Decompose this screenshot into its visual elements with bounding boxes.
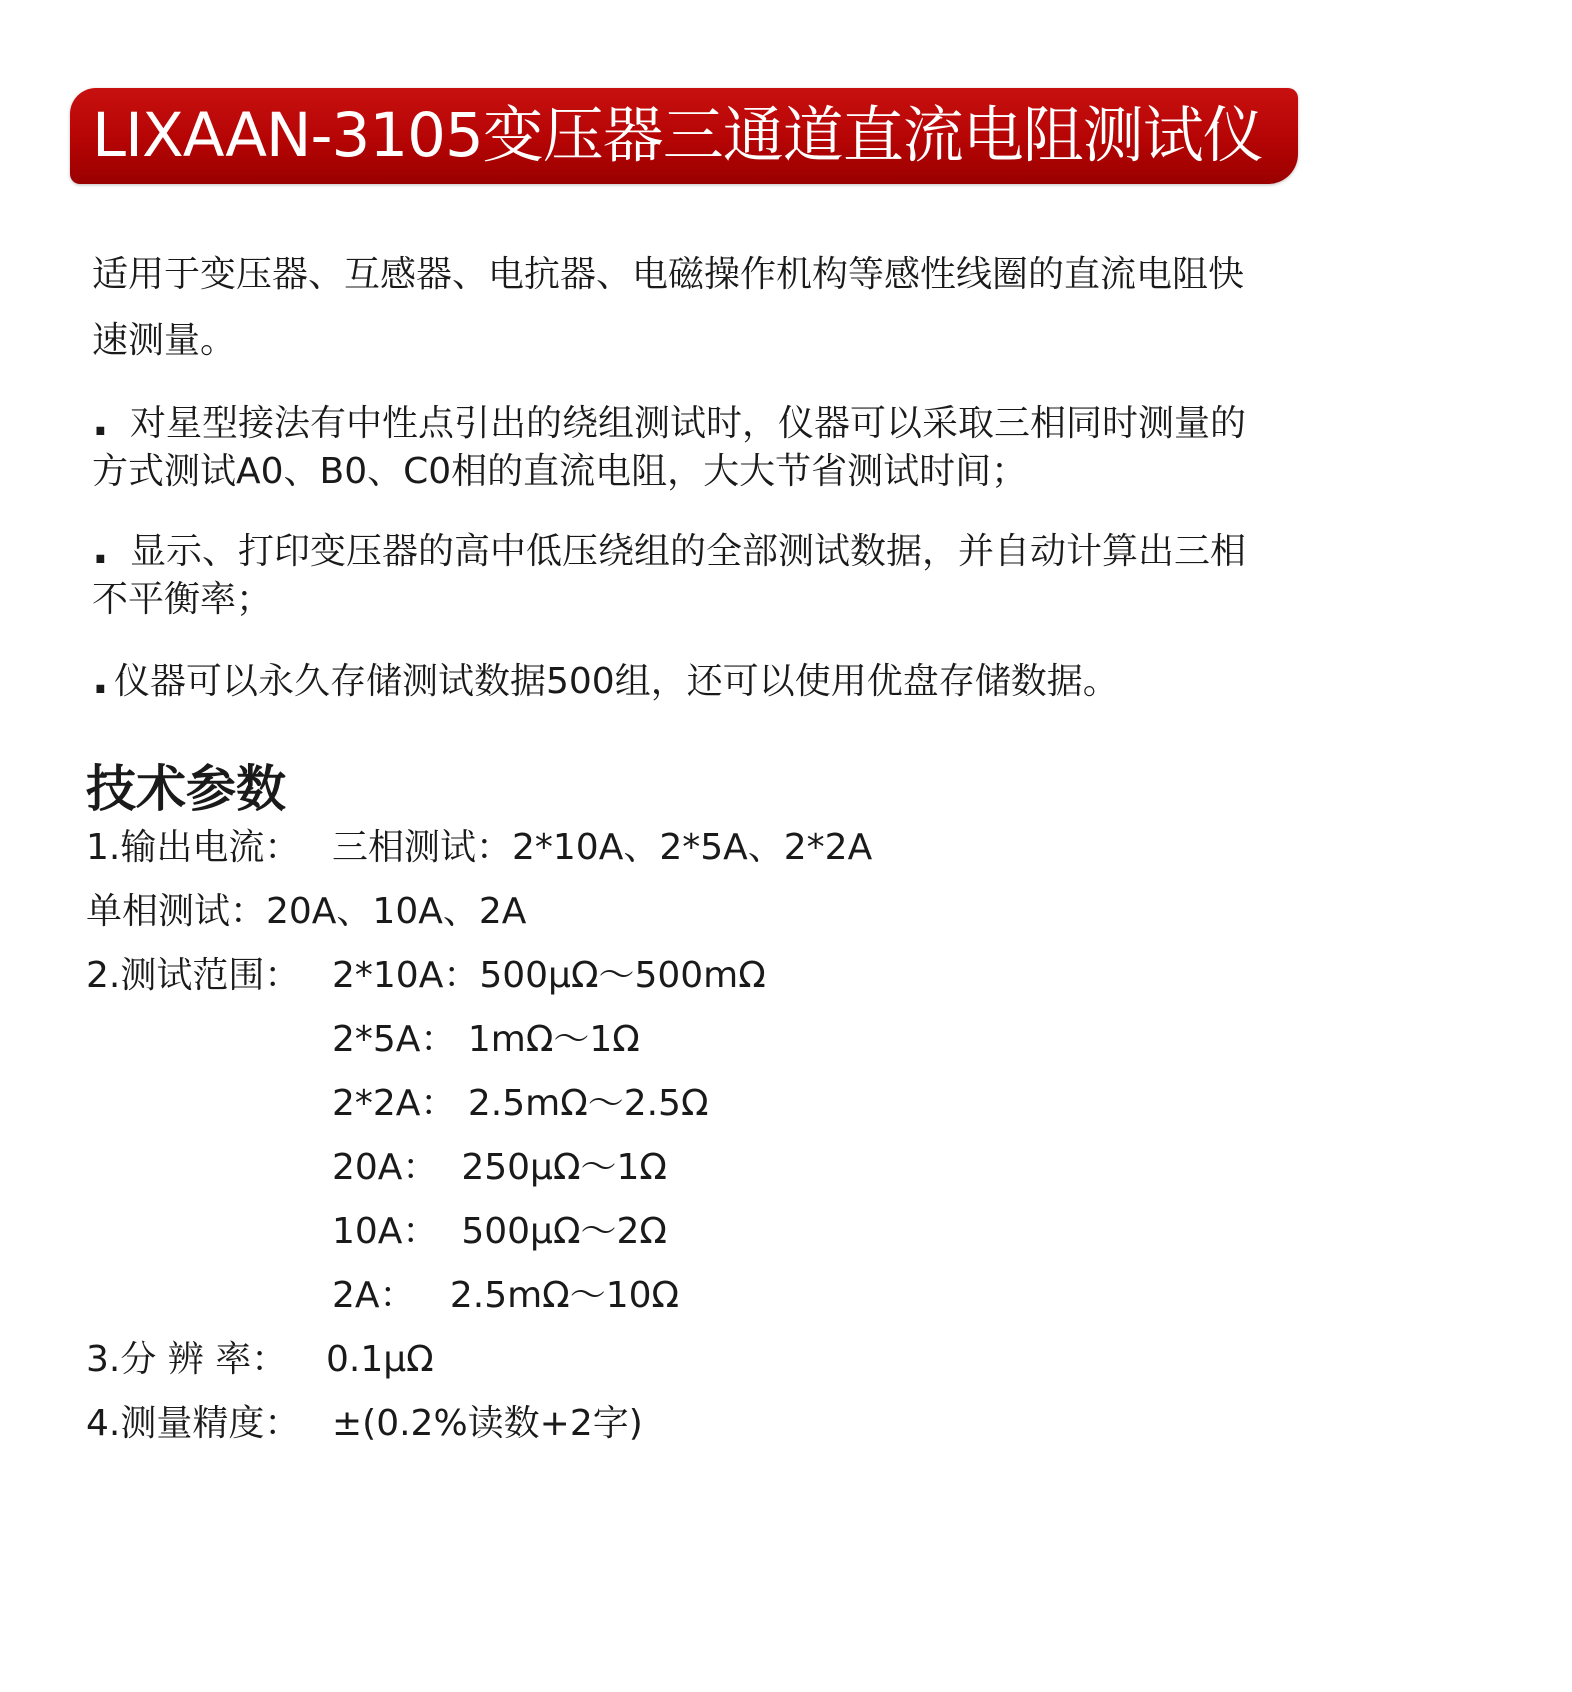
feature-text-1: 对星型接法有中性点引出的绕组测试时，仪器可以采取三相同时测量的方式测试A0、B0、C0相的直流电阻，大大节省测试时间； xyxy=(92,403,1247,492)
range-row: 2*5A： 1mΩ～1Ω xyxy=(332,1019,640,1060)
range-row: 2A： 2.5mΩ～10Ω xyxy=(332,1275,680,1316)
feature-item-3 xyxy=(92,653,1272,706)
spec-label-range: 2.测试范围： xyxy=(86,955,301,996)
feature-text-2: 显示、打印变压器的高中低压绕组的全部测试数据，并自动计算出三相不平衡率； xyxy=(92,531,1247,620)
intro-paragraph: 适用于变压器、互感器、电抗器、电磁操作机构等感性线圈的直流电阻快速测量。 xyxy=(92,254,1245,361)
range-row: 10A： 500μΩ～2Ω xyxy=(332,1211,667,1252)
product-title: LIXAAN-3105变压器三通道直流电阻测试仪 xyxy=(92,100,1263,171)
feature-item-2 xyxy=(92,523,1272,624)
spec-value-accuracy: ±(0.2%读数+2字) xyxy=(332,1403,643,1444)
spec-value-three-phase: 三相测试：2*10A、2*5A、2*2A xyxy=(332,827,873,868)
spec-label-resolution: 3.分 辨 率： xyxy=(86,1339,288,1380)
spec-label-accuracy: 4.测量精度： xyxy=(86,1403,301,1444)
feature-text-3: 仪器可以永久存储测试数据500组，还可以使用优盘存储数据。 xyxy=(114,661,1119,702)
title-banner xyxy=(70,88,1298,184)
bullet-dot: . xyxy=(92,395,109,446)
range-row: 2*10A：500μΩ～500mΩ xyxy=(332,955,766,996)
spec-value-resolution: 0.1μΩ xyxy=(326,1339,434,1380)
spec-label-output-current: 1.输出电流： xyxy=(86,827,301,868)
range-row: 2*2A： 2.5mΩ～2.5Ω xyxy=(332,1083,709,1124)
section-title-specs: 技术参数 xyxy=(86,760,286,818)
spec-value-single-phase: 单相测试：20A、10A、2A xyxy=(86,891,527,932)
feature-item-1 xyxy=(92,395,1272,496)
bullet-dot: . xyxy=(92,653,109,704)
bullet-dot: . xyxy=(92,523,109,574)
range-row: 20A： 250μΩ～1Ω xyxy=(332,1147,667,1188)
